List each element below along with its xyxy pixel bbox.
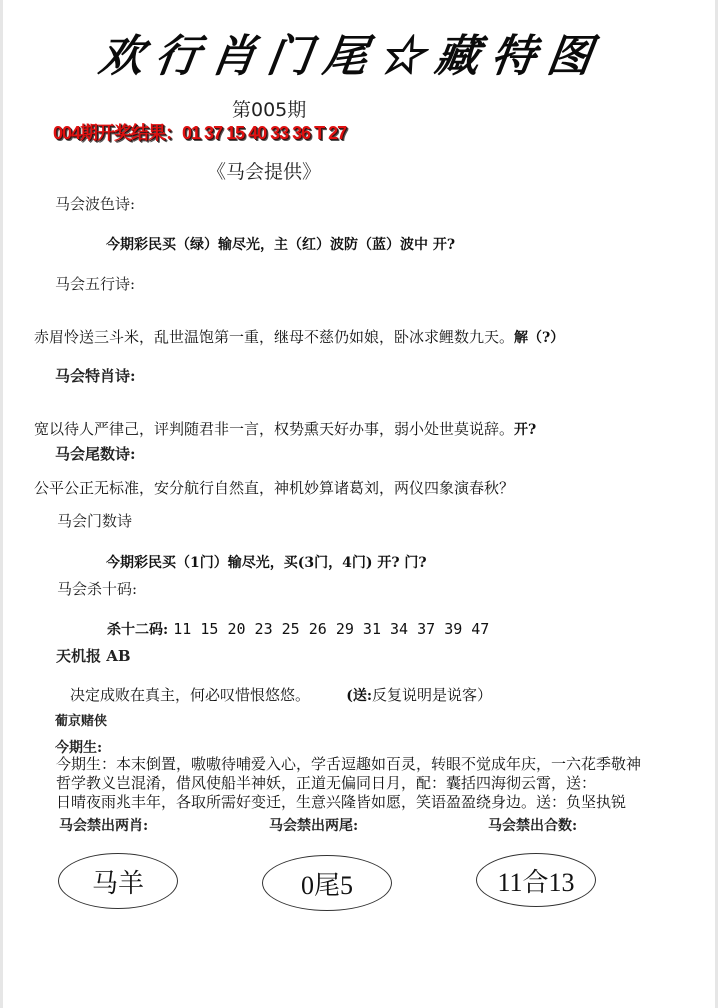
tianji-gift-text: 反复说明是说客） — [372, 686, 493, 704]
ban-zodiac-value: 马羊 — [91, 868, 144, 898]
this-issue-label: 今期生: — [55, 740, 103, 756]
ban-sum-badge — [476, 853, 596, 907]
tail-number-text: 公平公正无标准，安分航行自然直，神机妙算诸葛刘，两仪四象演春秋？ — [34, 479, 515, 497]
ban-zodiac-label: 马会禁出两肖: — [59, 818, 149, 834]
kill-ten-label: 马会杀十码: — [57, 580, 138, 598]
five-elements-label: 马会五行诗: — [55, 275, 136, 293]
this-issue-line: 哲学教义岂混淆，借风使船半神妖，正道无偏同日月，配：囊括四海彻云霄，送： — [56, 774, 597, 792]
issue-number: 第005期 — [232, 99, 307, 121]
ban-zodiac-badge — [58, 853, 178, 909]
tianji-text: 决定成败在真主，何必叹惜恨悠悠。 — [70, 686, 311, 704]
tianji-line — [70, 684, 492, 705]
ban-tail-badge — [262, 855, 392, 911]
provider-label: 《马会提供》 — [207, 161, 322, 183]
kill-twelve-line — [107, 619, 489, 639]
kill-twelve-label: 杀十二码: — [107, 622, 169, 638]
five-elements-suffix: 解（?） — [514, 330, 565, 346]
page-title: 欢行肖门尾☆藏特图 — [95, 31, 607, 82]
previous-result: 004期开奖结果：01 37 15 40 33 36 T 27 — [53, 123, 347, 143]
special-zodiac-line — [34, 418, 536, 439]
five-elements-text: 赤眉怜送三斗米，乱世温饱第一重，继母不慈仍如娘，卧冰求鲤数九天。 — [34, 328, 515, 346]
tianji-gift-prefix: (送: — [346, 688, 372, 704]
special-zodiac-label: 马会特肖诗: — [55, 367, 136, 385]
kill-twelve-numbers: 11 15 20 23 25 26 29 31 34 37 39 47 — [173, 620, 490, 638]
left-border — [0, 0, 3, 1008]
ban-sum-label: 马会禁出合数: — [488, 818, 578, 834]
pujing-label: 葡京赌侠 — [55, 714, 108, 729]
wave-color-text: 今期彩民买（绿）输尽光，主（红）波防（蓝）波中 开? — [106, 237, 456, 253]
ban-tail-value: 0尾5 — [300, 870, 353, 900]
special-zodiac-suffix: 开? — [514, 422, 537, 438]
five-elements-line — [34, 326, 564, 347]
tail-number-label: 马会尾数诗: — [55, 445, 136, 463]
this-issue-line: 日晴夜雨兆丰年，各取所需好变迁，生意兴隆皆如愿，笑语盈盈绕身边。送：负坚执锐 — [56, 793, 627, 811]
ban-sum-value: 11合13 — [497, 867, 575, 897]
this-issue-text — [56, 755, 641, 812]
ban-tail-label: 马会禁出两尾: — [269, 818, 359, 834]
tianji-label: 天机报 AB — [56, 647, 131, 665]
special-zodiac-text: 宽以待人严律己，评判随君非一言，权势熏天好办事，弱小处世莫说辞。 — [34, 420, 515, 438]
this-issue-line: 今期生：本末倒置，嗷嗷待哺爱入心，学舌逗趣如百灵，转眼不觉成年庆，一六花季敬神 — [56, 755, 642, 773]
door-number-text: 今期彩民买（1门）输尽光，买(3门，4门) 开? 门? — [106, 555, 427, 571]
wave-color-label: 马会波色诗: — [55, 195, 136, 213]
door-number-label: 马会门数诗 — [57, 512, 133, 530]
